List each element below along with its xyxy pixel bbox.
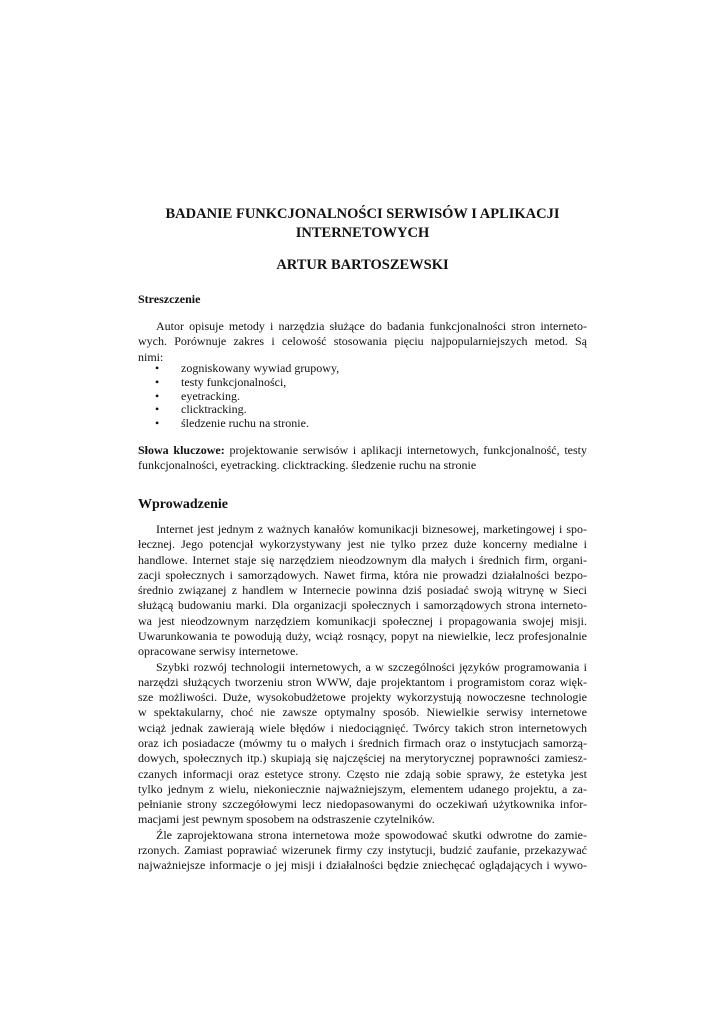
keywords xyxy=(138,443,587,474)
paper-title xyxy=(140,205,585,243)
abstract-text xyxy=(138,319,587,365)
method-label: clicktracking. xyxy=(181,402,247,417)
bullet-icon: • xyxy=(155,416,160,431)
body-line: wa jest nieodzownym narzędziem komunikacji społecznej i propagowania swojej misji. xyxy=(138,613,587,628)
bullet-icon: • xyxy=(155,361,160,375)
title-line-2: INTERNETOWYCH xyxy=(295,225,430,241)
body-line: opracowane serwisy internetowe. xyxy=(138,644,299,659)
method-label: zogniskowany wywiad grupowy, xyxy=(181,361,340,375)
body-line: sze możliwości. Duże, wysokobudżetowe projekty wykorzystują nowoczesne technologie xyxy=(138,690,587,705)
abstract-heading: Streszczenie xyxy=(138,292,201,306)
list-item xyxy=(155,390,339,404)
section-heading: Wprowadzenie xyxy=(138,497,228,512)
methods-list xyxy=(155,362,339,431)
body-line: średnio związanej z handlem w Internecie powinna dziś posiadać swoją witrynę w Sieci xyxy=(138,583,587,598)
body-line: łecznej. Jego potencjał wykorzystywany jest nie tylko przez duże koncerny medialne i xyxy=(138,537,587,552)
body-line: oraz ich posiadacze (mówmy tu o małych i średnich firmach oraz o instytucjach samorzą- xyxy=(138,735,587,750)
title-line-1: BADANIE FUNKCJONALNOŚCI SERWISÓW I APLIKACJI xyxy=(165,206,560,222)
body-line: narzędzi służących tworzeniu stron WWW, daje projektantom i programistom coraz więk- xyxy=(138,674,587,689)
body-line: wciąż jednak zawierają wiele błędów i niedociągnięć. Twórcy takich stron internetowych xyxy=(138,720,587,735)
body-line: tylko jednym z wielu, niekoniecznie najważniejszym, elementem udanego projektu, a za- xyxy=(138,781,587,796)
body-line: Szybki rozwój technologii internetowych, a w szczególności języków programowania i xyxy=(156,659,587,674)
body-line: w spektakularny, choć nie zawsze optymalny sposób. Niewielkie serwisy internetowe xyxy=(138,705,587,720)
list-item xyxy=(155,362,339,376)
list-item xyxy=(155,417,339,431)
abstract-line: wych. Porównuje zakres i celowość stosowania pięciu najpopularniejszych metod. Są xyxy=(138,334,587,349)
bullet-icon: • xyxy=(155,374,160,389)
body-line: Źle zaprojektowana strona internetowa może spowodować skutki odwrotne do zamie- xyxy=(156,827,587,842)
body-line: rzonych. Zamiast poprawiać wizerunek firmy czy instytucji, budzić zaufanie, przekazywać xyxy=(138,842,587,857)
keywords-line-1 xyxy=(138,443,587,458)
list-item xyxy=(155,403,339,417)
method-label: testy funkcjonalności, xyxy=(181,374,287,389)
body-line: czanych informacji oraz estetyce strony. Często nie zdają sobie sprawy, że estetyka jest xyxy=(138,766,587,781)
method-label: eyetracking. xyxy=(181,388,240,403)
keywords-label: Słowa kluczowe: xyxy=(138,443,225,457)
bullet-icon: • xyxy=(155,402,160,417)
keywords-line-2: funkcjonalności, eyetracking. clicktracking. śledzenie ruchu na stronie xyxy=(138,458,477,473)
method-label: śledzenie ruchu na stronie. xyxy=(181,416,309,431)
body-line: pełnianie strony szczegółowymi lecz niedopasowanymi do oczekiwań użytkownika infor- xyxy=(138,797,587,812)
body-line: dowych, społecznych itp.) skupiają się najczęściej na merytorycznej poprawności zamiesz- xyxy=(138,751,587,766)
bullet-icon: • xyxy=(155,388,160,403)
keywords-text: projektowanie serwisów i aplikacji internetowych, funkcjonalność, testy xyxy=(224,443,587,457)
body-line: zacji społecznych i samorządowych. Nawet firma, która nie prowadzi działalności bezpo- xyxy=(138,567,587,582)
abstract-line: nimi: xyxy=(138,349,164,364)
body-line: macjami jest pewnym sposobem na odstraszenie czytelników. xyxy=(138,812,435,827)
body-line: handlowe. Internet staje się narzędziem nieodzownym dla małych i średnich firm, organi- xyxy=(138,552,587,567)
body-line: Internet jest jednym z ważnych kanałów komunikacji biznesowej, marketingowej i spo- xyxy=(156,522,587,536)
body-text xyxy=(138,522,587,873)
abstract-line: Autor opisuje metody i narzędzia służące do badania funkcjonalności stron interneto- xyxy=(156,319,587,333)
body-line: służącą budowaniu marki. Dla organizacji społecznych i samorządowych strona interneto- xyxy=(138,598,587,613)
body-line: najważniejsze informacje o jej misji i działalności będzie zniechęcać oglądających i wywo- xyxy=(138,858,587,873)
list-item xyxy=(155,376,339,390)
author-name: ARTUR BARTOSZEWSKI xyxy=(276,257,449,273)
body-line: Uwarunkowania te powodują duży, wciąż rosnący, popyt na niewielkie, lecz profesjonalnie xyxy=(138,628,587,643)
